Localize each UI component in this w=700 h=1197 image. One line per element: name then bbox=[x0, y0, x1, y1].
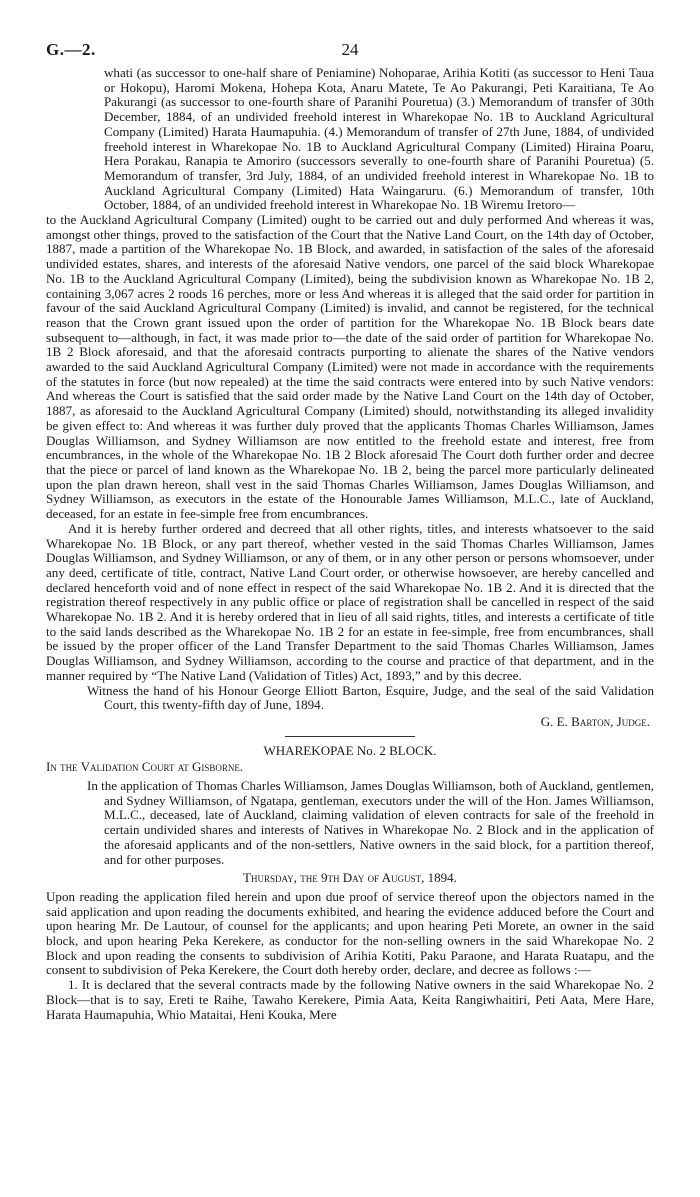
hearing-date: Thursday, the 9th Day of August, 1894. bbox=[243, 870, 457, 886]
paragraph-witness: Witness the hand of his Honour George Elliott Barton, Esquire, Judge, and the seal of the said Validation Court, this twenty-fifth day of June, 1894. bbox=[87, 682, 654, 713]
document-page bbox=[46, 40, 654, 1022]
paragraph-upon-reading: Upon reading the application filed herein and upon due proof of service thereof upon the objectors named in the said application and upon reading the documents exhibited, and hearing the evidence adduced before the Court and upon hearing Mr. De Lautour, of counsel for the applicants; and upon hearing Peti Morete, an owner in the said block, and upon hearing Peka Kerekere, as conductor for the non-selling owners in the said Wharekopae No. 2 Block and upon reading the consents to subdivision of Arihia Kotiti, Paku Paraone, and Harata Ruatapu, and the consent to subdivision of Peka Kerekere, the Court doth hereby order, declare, and decree as follows :— bbox=[46, 888, 654, 978]
court-heading: In the Validation Court at Gisborne. bbox=[46, 759, 244, 775]
paragraph-further-order: And it is hereby further ordered and decreed that all other rights, titles, and interests whatsoever to the said Wharekopae No. 1B Block, or any part thereof, whether vested in the said Thomas Charles Williamson, James Douglas Williamson, and Sydney Williamson, or any of them, or in any other person or persons whomsoever, under any deed, certificate of title, contract, Native Land Court order, or otherwise howsoever, are hereby cancelled and declared henceforth void and of none effect in respect of the said Wharekopae No. 1B 2. And it is directed that the registration thereof respectively in any public office or place of registration shall be cancelled in respect of the said Wharekopae No. 1B 2. And it is hereby ordered that in lieu of all said rights, titles, and interests a certificate of title to the said lands described as the Wharekopae No. 1B 2 for an estate in fee-simple, free from encumbrances, shall be issued by the proper officer of the Land Transfer Department to the said Thomas Charles Williamson, James Douglas Williamson, and Sydney Williamson, according to the course and practice of that department, and in the manner required by “The Native Land (Validation of Titles) Act, 1893,” and by this decree. bbox=[46, 520, 654, 683]
page-number: 24 bbox=[341, 40, 359, 59]
section-title: WHAREKOPAE No. 2 BLOCK. bbox=[263, 742, 437, 758]
paragraph-application: In the application of Thomas Charles Williamson, James Douglas Williamson, both of Auckland, gentlemen, and Sydney Williamson, of Ngatapa, gentleman, executors under the will of the Hon. James Williamson, M.L.C., deceased, late of Auckland, claiming validation of eleven contracts for sale of the freehold in certain undivided shares and interests of Natives in Wharekopae No. 2 Block and in the application of the aforesaid applicants and of the non-settlers, Native owners in the said block, for a partition thereof, and for other purposes. bbox=[87, 778, 654, 867]
document-reference: G.—2. bbox=[46, 40, 96, 59]
page-header bbox=[46, 40, 654, 66]
paragraph-contract-list: whati (as successor to one-half share of Peniamine) Nohoparae, Arihia Kotiti (as successor to Heni Taua or Hokopu), Haromi Mokena, Hohepa Kota, Anaru Matete, Te Ao Pakurangi, Peti Karaitiana, Te Ao Pakurangi (as successor to one-fourth share of Paranihi Pouretua) (3.) Memorandum of transfer of 30th December, 1884, of an undivided freehold interest in Wharekopae No. 1B to Auckland Agricultural Company (Limited) Harata Haumapuhia. (4.) Memorandum of transfer of 27th June, 1884, of undivided freehold interest in Wharekopae No. 1B to Auckland Agricultural Company (Limited) Hiraina Poaru, Hera Porakau, Ranapia te Amoriro (successors severally to one-fourth share of Paranihi Pouretua) (5. Memorandum of transfer, 3rd July, 1884, of an undivided freehold interest in Wharekopae No. 1B to Auckland Agricultural Company (Limited) Hata Waingaruru. (6.) Memorandum of transfer, 10th October, 1884, of an undivided freehold interest in Wharekopae No. 1B Wiremu Iretoro— bbox=[104, 65, 654, 213]
section-divider bbox=[285, 736, 415, 737]
judge-signature: G. E. Barton, Judge. bbox=[540, 713, 650, 729]
paragraph-main-recital: to the Auckland Agricultural Company (Limited) ought to be carried out and duly performed And whereas it was, amongst other things, proved to the satisfaction of the Court that the Native Land Court, on the 14th day of October, 1887, made a partition of the Wharekopae No. 1B Block, and awarded, in satisfaction of the sales of the aforesaid undivided estates, shares, and interests of the aforesaid Native vendors, one parcel of the said block Wharekopae No. 1B to the Auckland Agricultural Company (Limited), being the subdivision known as Wharekopae No. 1B 2, containing 3,067 acres 2 roods 16 perches, more or less And whereas it is alleged that the said order for partition in favour of the said Auckland Agricultural Company (Limited) is invalid, and cannot be registered, for the technical reason that the Crown grant issued upon the order of partition for the Wharekopae No. 1B Block bears date subsequent to—although, in fact, it was made prior to—the date of the said order of partition for Wharekopae No. 1B 2 Block aforesaid, and that the aforesaid contracts purporting to alienate the shares of the Native vendors awarded to the said Auckland Agricultural Company (Limited) were not made in accordance with the requirements of the statutes in force (but now repealed) at the time the said contracts were entered into by such Native vendors: And whereas the Court is satisfied that the said order made by the Native Land Court on the 14th day of October, 1887, as aforesaid to the Auckland Agricultural Company (Limited) should, notwithstanding its alleged invalidity be given effect to: And whereas it was further duly proved that the applicants Thomas Charles Williamson, James Douglas Williamson, and Sydney Williamson are now entitled to the freehold estate and interest, free from encumbrances, in the whole of the Wharekopae No. 1B 2 Block aforesaid The Court doth further order and decree that the piece or parcel of land known as the Wharekopae No. 1B 2, being the parcel more particularly delineated upon the plan drawn hereon, shall vest in the said Thomas Charles Williamson, James Douglas Williamson, and Sydney Williamson, as executors in the estate of the Honourable James Williamson, M.L.C., late of Auckland, deceased, for an estate in fee-simple free from encumbrances. bbox=[46, 212, 654, 522]
paragraph-clause-1: 1. It is declared that the several contracts made by the following Native owners in the said Wharekopae No. 2 Block—that is to say, Ereti te Raihe, Tawaho Kerekere, Pimia Aata, Keita Rangiwhaitiri, Peti Aata, Mere Hare, Harata Haumapuhia, Whio Mataitai, Heni Kouka, Mere bbox=[46, 977, 654, 1022]
